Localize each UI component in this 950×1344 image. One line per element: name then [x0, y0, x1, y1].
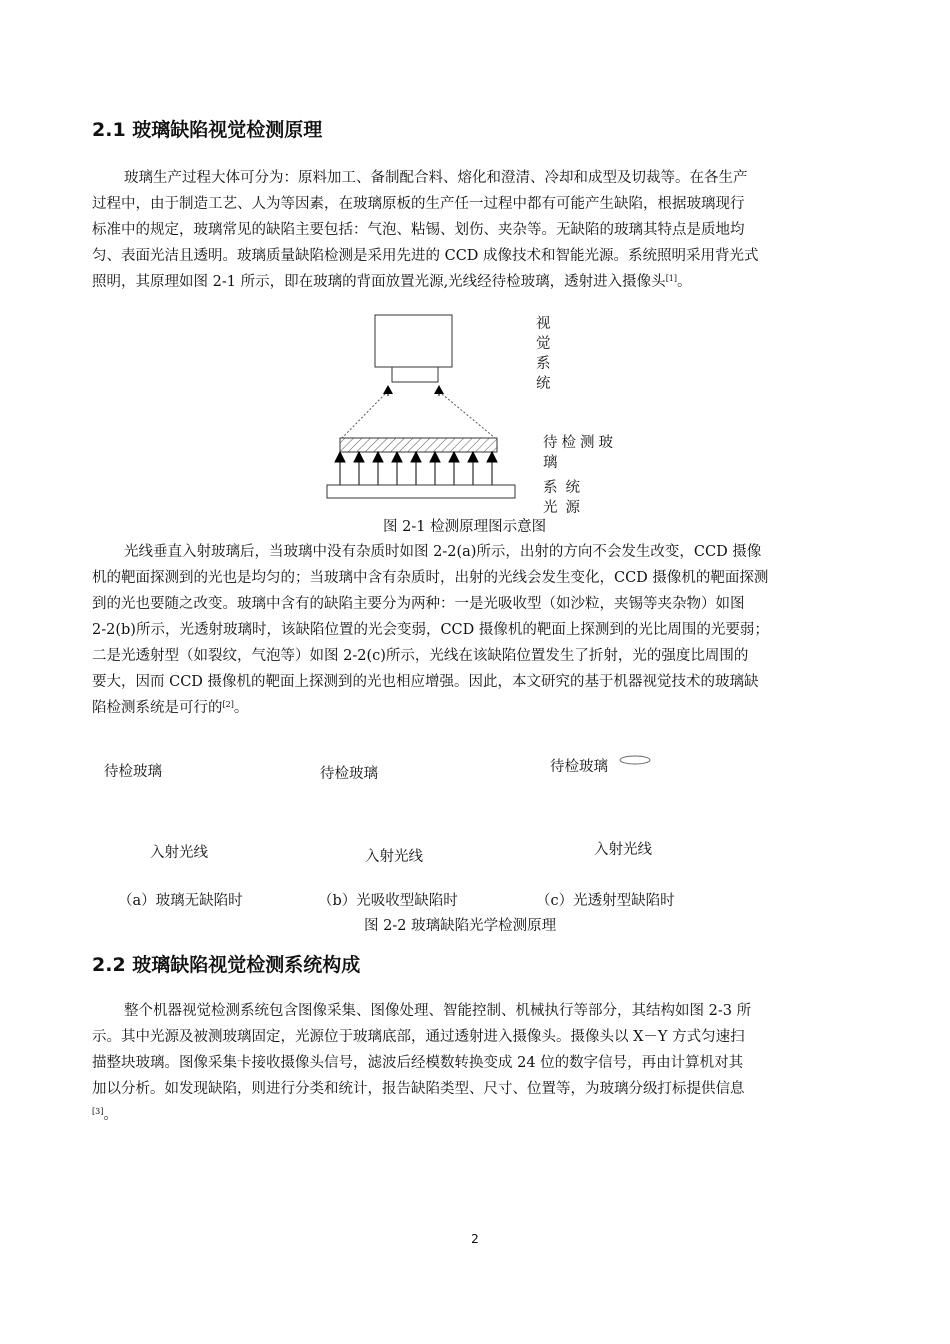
light-rays	[335, 452, 497, 485]
label-light-source: 系统光源	[543, 480, 588, 516]
fig-b-glass-label: 待检玻璃	[320, 766, 378, 782]
paragraph-line-text: 照明，其原理如图 2-1 所示，即在玻璃的背面放置光源,光线经待检玻璃，透射进入摄像头	[92, 274, 666, 290]
arrow-up-icon	[383, 385, 393, 394]
paragraph-line: 玻璃生产过程大体可分为：原料加工、备制配合料、熔化和澄清、冷却和成型及切裁等。在各生产	[124, 170, 748, 186]
paragraph-line: 匀、表面光洁且透明。玻璃质量缺陷检测是采用先进的 CCD 成像技术和智能光源。系统照明采用背光式	[92, 248, 759, 264]
fig-c-ray-label: 入射光线	[594, 842, 652, 858]
paragraph-line: 加以分析。如发现缺陷，则进行分类和统计，报告缺陷类型、尺寸、位置等，为玻璃分级打标提供信息	[92, 1081, 745, 1097]
section-2-1-heading: 2.1 玻璃缺陷视觉检测原理	[92, 119, 323, 141]
bubble-defect-icon	[618, 754, 654, 768]
camera-lens	[392, 367, 438, 382]
sentence-end: 。	[677, 274, 692, 290]
reference-2: [2]	[222, 700, 234, 709]
glass-under-test	[340, 438, 497, 452]
fig-b-subcaption: （b）光吸收型缺陷时	[318, 893, 458, 909]
fig-a-glass-label: 待检玻璃	[104, 764, 162, 780]
label-glass-under-test: 待检测玻璃	[543, 435, 617, 471]
paragraph-line: 2-2(b)所示，光透射玻璃时，该缺陷位置的光会变弱，CCD 摄像机的靶面上探测到的光比周围的光要弱；	[92, 622, 769, 638]
reference-3: [3]	[92, 1107, 104, 1116]
paragraph-system-structure	[92, 998, 860, 1128]
camera-body	[375, 315, 452, 367]
paragraph-line: 标准中的规定，玻璃常见的缺陷主要包括：气泡、粘锡、划伤、夹杂等。无缺陷的玻璃其特点是质地均	[92, 222, 745, 238]
paragraph-line: 示。其中光源及被测玻璃固定，光源位于玻璃底部，通过透射进入摄像头。摄像头以 X－Y 方式匀速扫	[92, 1029, 745, 1045]
paragraph-line-last	[92, 1102, 860, 1128]
paragraph-line: 到的光也要随之改变。玻璃中含有的缺陷主要分为两种：一是光吸收型（如沙粒，夹锡等夹杂物）如图	[92, 596, 745, 612]
paragraph-line-last	[92, 695, 860, 721]
figure-2-1-caption: 图 2-1 检测原理图示意图	[383, 519, 547, 535]
fig-a-ray-label: 入射光线	[150, 845, 208, 861]
paragraph-line: 机的靶面探测到的光也是均匀的；当玻璃中含有杂质时，出射的光线会发生变化，CCD 摄像机的靶面探测	[92, 570, 769, 586]
figure-2-2-caption: 图 2-2 玻璃缺陷光学检测原理	[364, 918, 557, 934]
sentence-end: 。	[103, 1107, 118, 1123]
light-source	[327, 485, 515, 498]
fig-c-subcaption: （c）光透射型缺陷时	[536, 893, 675, 909]
paragraph-line: 描整块玻璃。图像采集卡接收摄像头信号，滤波后经模数转换变成 24 位的数字信号，再由计算机对其	[92, 1055, 744, 1071]
reference-1: [1]	[665, 274, 678, 283]
paragraph-line: 整个机器视觉检测系统包含图像采集、图像处理、智能控制、机械执行等部分，其结构如图 2-3 所	[124, 1003, 752, 1019]
paragraph-line: 光线垂直入射玻璃后，当玻璃中没有杂质时如图 2-2(a)所示，出射的方向不会发生改变，CCD 摄像	[124, 544, 762, 560]
paragraph-line-text: 陷检测系统是可行的	[92, 700, 223, 716]
page-number: 2	[471, 1232, 479, 1246]
paragraph-defect-types	[92, 539, 860, 721]
paragraph-line: 二是光透射型（如裂纹，气泡等）如图 2-2(c)所示，光线在该缺陷位置发生了折射，光的强度比周围的	[92, 648, 749, 664]
paragraph-line: 过程中，由于制造工艺、人为等因素，在玻璃原板的生产任一过程中都有可能产生缺陷，根据玻璃现行	[92, 196, 745, 212]
section-2-2-heading: 2.2 玻璃缺陷视觉检测系统构成	[92, 954, 361, 976]
sentence-end: 。	[233, 700, 249, 716]
figure-2-1-diagram	[320, 310, 530, 502]
fig-b-ray-label: 入射光线	[365, 849, 423, 865]
paragraph-backlight-principle	[92, 165, 860, 295]
paragraph-line-last	[92, 269, 860, 295]
label-vision-system: 视觉系统	[536, 316, 551, 392]
paragraph-line: 要大，因而 CCD 摄像机的靶面上探测到的光也相应增强。因此，本文研究的基于机器视觉技术的玻璃缺	[92, 674, 759, 690]
fig-c-glass-label: 待检玻璃	[550, 759, 608, 775]
arrow-up-icon	[434, 385, 444, 394]
fig-a-subcaption: （a）玻璃无缺陷时	[118, 893, 243, 909]
